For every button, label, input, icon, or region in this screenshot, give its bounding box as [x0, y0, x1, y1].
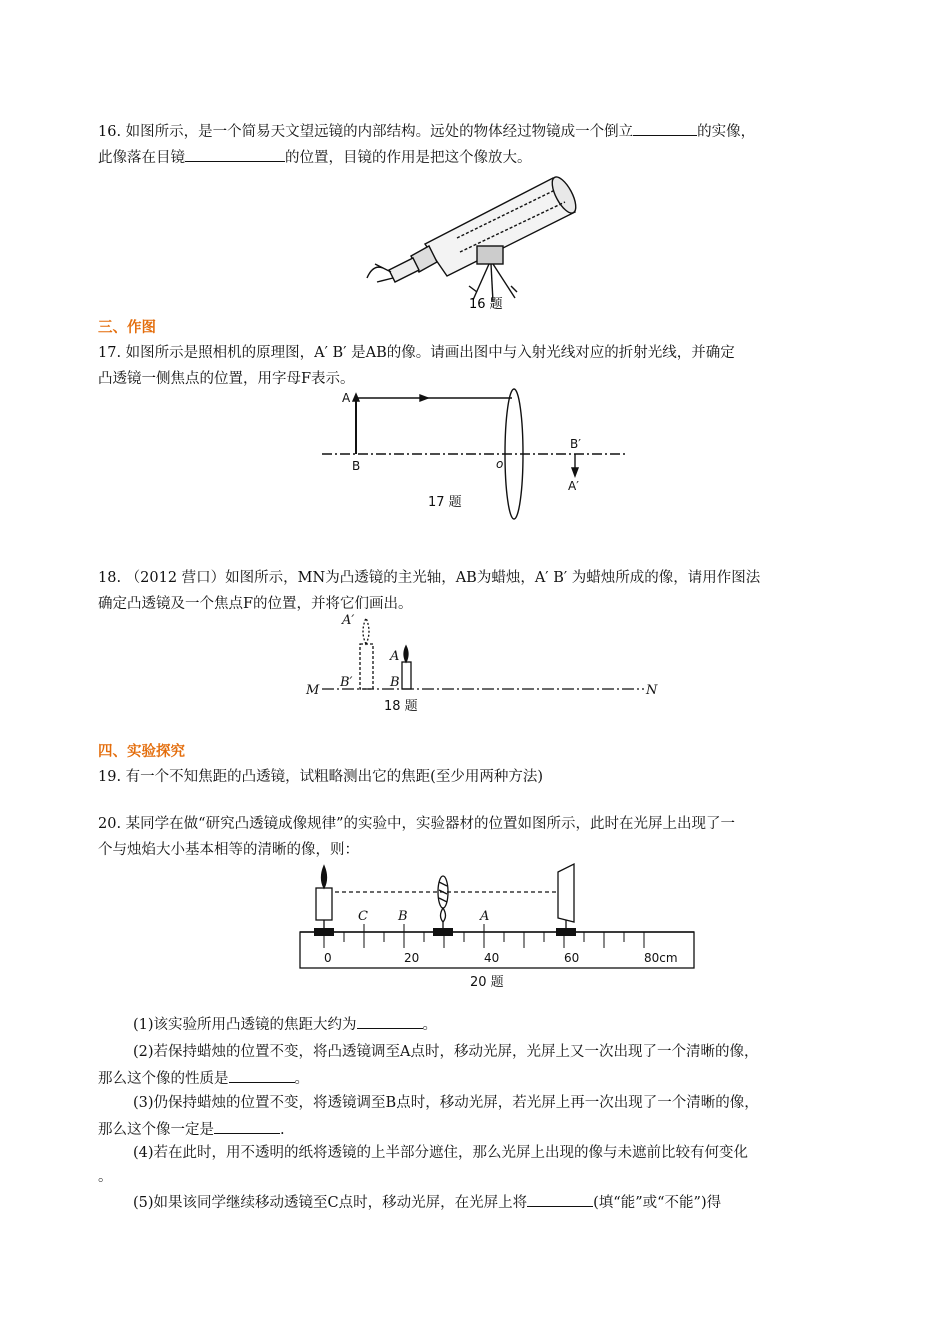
- q17-line1: 17. 如图所示是照相机的原理图，A′ B′ 是AB的像。请画出图中与入射光线对应的折射光线，并确定: [98, 345, 735, 361]
- q20-sub4-line2: 。: [98, 1169, 113, 1185]
- q20-sub3-line1: (3)仍保持蜡烛的位置不变，将透镜调至B点时，移动光屏，若光屏上再一次出现了一个清晰的像，: [133, 1095, 759, 1111]
- candle-lens-figure: [304, 610, 660, 716]
- lens-holder: [433, 928, 453, 936]
- q18-label-n: N: [646, 683, 658, 698]
- q17-label-a-prime: A′: [568, 479, 579, 493]
- q18-figure-caption: 18 题: [384, 699, 418, 714]
- screen-holder: [556, 928, 576, 936]
- q20-sub1-end: 。: [422, 1017, 438, 1033]
- q20-sub2-text: 那么这个像的性质是: [98, 1071, 229, 1087]
- ruler-label-80cm: 80cm: [644, 951, 678, 965]
- q16-text: 16. 如图所示，是一个简易天文望远镜的内部结构。远处的物体经过物镜成一个倒立: [98, 124, 634, 140]
- q20-sub5-text: (5)如果该同学继续移动透镜至C点时，移动光屏，在光屏上将: [133, 1195, 528, 1211]
- q20-blank-1: [357, 1014, 423, 1029]
- q16-line1: [98, 121, 755, 142]
- q20-sub3-text: 那么这个像一定是: [98, 1122, 214, 1138]
- q20-sub1: [133, 1014, 437, 1035]
- q18-line2: 确定凸透镜及一个焦点F的位置，并将它们画出。: [98, 596, 413, 612]
- q20-blank-5: [527, 1192, 593, 1207]
- q20-sub3-end: .: [280, 1122, 285, 1138]
- q18-label-a-prime: A′: [342, 613, 355, 628]
- section-3-title: 三、作图: [98, 319, 156, 336]
- q18-label-b-prime: B′: [340, 675, 353, 690]
- candle-holder: [314, 928, 334, 936]
- q16-line2: [98, 147, 532, 168]
- q20-sub2-line1: (2)若保持蜡烛的位置不变，将凸透镜调至A点时，移动光屏，光屏上又一次出现了一个清晰的像，: [133, 1044, 759, 1060]
- q17-label-b: B: [352, 459, 361, 473]
- q20-line2: 个与烛焰大小基本相等的清晰的像，则：: [98, 842, 359, 858]
- q18-label-a: A: [390, 649, 400, 664]
- q20-blank-3: [214, 1119, 280, 1134]
- q16-blank-2: [185, 147, 285, 162]
- q16-text: 的实像，: [697, 124, 756, 140]
- q18-label-b: B: [390, 675, 400, 690]
- q17-label-o: o: [496, 457, 504, 471]
- q18-label-m: M: [306, 683, 320, 698]
- q20-sub1-text: (1)该实验所用凸透镜的焦距大约为: [133, 1017, 357, 1033]
- ruler-label-0: 0: [324, 951, 332, 965]
- q17-label-b-prime: B′: [570, 437, 581, 451]
- ruler-label-40: 40: [484, 951, 500, 965]
- q16-text: 此像落在目镜: [98, 150, 185, 166]
- q20-sub2-end: 。: [294, 1071, 309, 1087]
- q20-line1: 20. 某同学在做“研究凸透镜成像规律”的实验中，实验器材的位置如图所示，此时在光屏上出现了一: [98, 816, 735, 832]
- q18-line1: 18. （2012 营口）如图所示，MN为凸透镜的主光轴，AB为蜡烛，A′ B′ 为蜡烛所成的像，请用作图法: [98, 570, 761, 586]
- telescope-figure: [365, 168, 605, 310]
- q20-sub2-line2: [98, 1068, 309, 1089]
- ruler-label-60: 60: [564, 951, 580, 965]
- point-label-b: B: [398, 909, 408, 924]
- q20-blank-2: [229, 1068, 295, 1083]
- q20-sub5-end: (填“能”或“不能”)得: [593, 1195, 722, 1211]
- q16-text: 的位置，目镜的作用是把这个像放大。: [285, 150, 532, 166]
- q17-figure-caption: 17 题: [428, 495, 462, 510]
- q20-sub4-line1: (4)若在此时，用不透明的纸将透镜的上半部分遮住，那么光屏上出现的像与未遮前比较有何变化: [133, 1145, 749, 1161]
- point-label-a: A: [480, 909, 490, 924]
- q20-sub3-line2: [98, 1119, 285, 1140]
- section-4-title: 四、实验探究: [98, 743, 185, 760]
- ruler-label-20: 20: [404, 951, 420, 965]
- q19-line1: 19. 有一个不知焦距的凸透镜，试粗略测出它的焦距(至少用两种方法): [98, 769, 543, 785]
- q16-figure-caption: 16 题: [469, 297, 503, 310]
- optical-bench-figure: [298, 860, 698, 992]
- camera-principle-figure: [318, 386, 630, 522]
- q17-line2: 凸透镜一侧焦点的位置，用字母F表示。: [98, 371, 355, 387]
- q20-figure-caption: 20 题: [470, 975, 504, 990]
- point-label-c: C: [358, 909, 368, 924]
- q17-label-a: A: [342, 391, 351, 405]
- q16-blank-1: [633, 121, 697, 136]
- q20-sub5: [133, 1192, 721, 1213]
